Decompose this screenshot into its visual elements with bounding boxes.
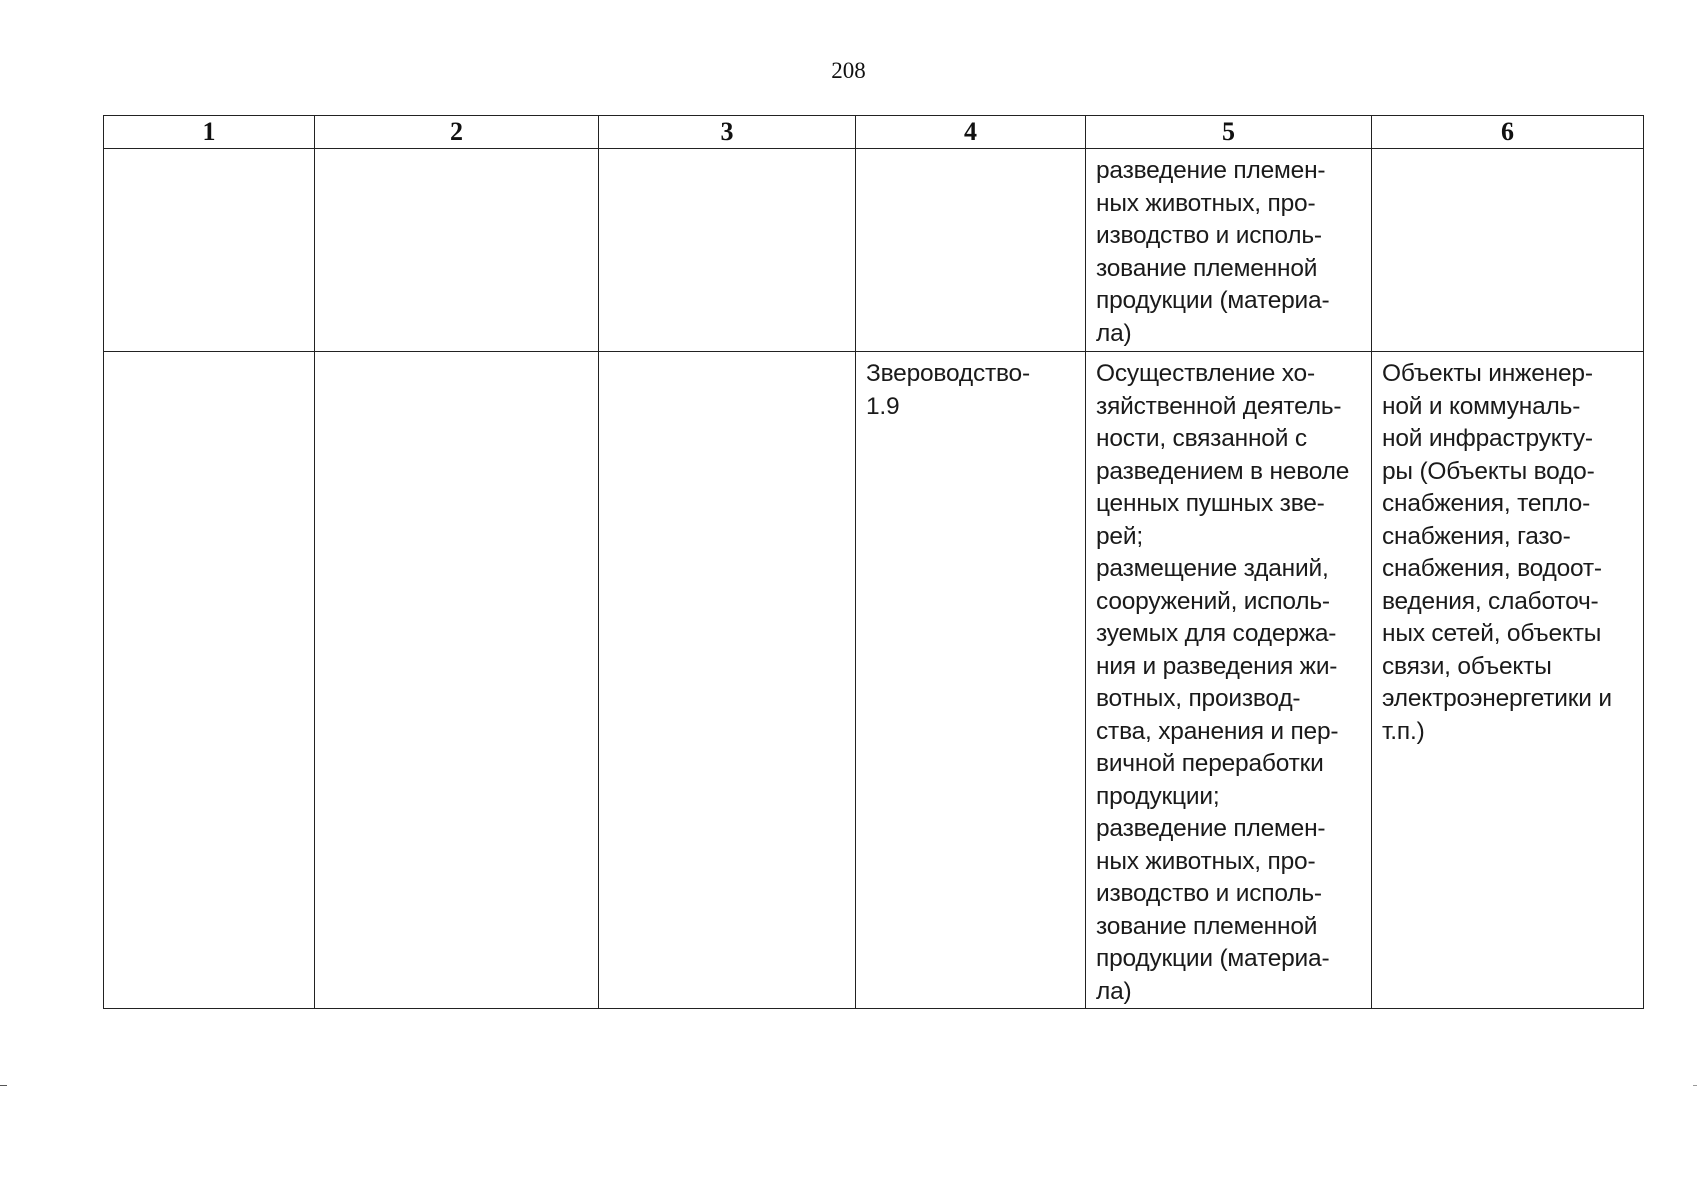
text-line: продукции (материа- (1096, 287, 1330, 314)
text-line: изводство и исполь- (1096, 222, 1322, 249)
text-line: ры (Объекты водо- (1382, 457, 1595, 485)
text-line: разведением в неволе (1096, 457, 1350, 485)
land-use-description-text (1086, 352, 1371, 1008)
text-line: рей; (1096, 522, 1143, 550)
cell-r2-c1 (104, 352, 315, 1009)
text-line: ведения, слаботоч- (1382, 587, 1599, 615)
header-col-6: 6 (1372, 116, 1644, 149)
cell-r2-c3 (599, 352, 856, 1009)
table-header-row (104, 116, 1644, 149)
cell-r2-c5 (1086, 352, 1372, 1009)
land-use-type-text (856, 352, 1085, 423)
text-line: продукции; (1096, 782, 1220, 810)
cell-r1-c3 (599, 149, 856, 352)
text-line: Объекты инженер- (1382, 360, 1593, 387)
text-line: изводство и исполь- (1096, 880, 1322, 907)
text-line: связи, объекты (1382, 652, 1552, 680)
infrastructure-objects-text (1372, 352, 1643, 748)
text-line: сооружений, исполь- (1096, 587, 1330, 615)
table-row (104, 149, 1644, 352)
header-col-4: 4 (856, 116, 1086, 149)
cell-r1-c2 (315, 149, 599, 352)
text-line: зуемых для содержа- (1096, 620, 1337, 647)
cell-r2-c4 (856, 352, 1086, 1009)
text-line: разведение племен- (1096, 157, 1326, 184)
text-line: ных сетей, объекты (1382, 620, 1602, 647)
text-line: ных животных, про- (1096, 189, 1316, 217)
text-line: электроэнергетики и (1382, 685, 1612, 712)
cell-r1-c5 (1086, 149, 1372, 352)
text-line: ности, связанной с (1096, 425, 1307, 452)
text-line: т.п.) (1382, 717, 1425, 745)
text-line: Звероводство- (866, 360, 1030, 387)
cell-r2-c2 (315, 352, 599, 1009)
zoning-table (103, 115, 1644, 1009)
text-line: ния и разведения жи- (1096, 652, 1338, 680)
header-col-1: 1 (104, 116, 315, 149)
text-line: ла) (1096, 319, 1132, 347)
cell-r2-c6 (1372, 352, 1644, 1009)
scan-edge-mark (1693, 1085, 1697, 1086)
breeding-continuation-text (1086, 149, 1371, 350)
cell-r1-c1 (104, 149, 315, 352)
text-line: ной и коммуналь- (1382, 392, 1581, 420)
header-col-5: 5 (1086, 116, 1372, 149)
text-line: 1.9 (866, 392, 900, 420)
text-line: Осуществление хо- (1096, 360, 1315, 387)
header-col-3: 3 (599, 116, 856, 149)
text-line: размещение зданий, (1096, 555, 1329, 582)
text-line: снабжения, газо- (1382, 522, 1571, 550)
header-col-2: 2 (315, 116, 599, 149)
cell-r1-c4 (856, 149, 1086, 352)
cell-r1-c6 (1372, 149, 1644, 352)
text-line: снабжения, водоот- (1382, 555, 1602, 582)
text-line: вотных, производ- (1096, 685, 1301, 712)
text-line: вичной переработки (1096, 750, 1324, 777)
table-row (104, 352, 1644, 1009)
text-line: зование племенной (1096, 254, 1318, 282)
text-line: зяйственной деятель- (1096, 392, 1342, 420)
text-line: ства, хранения и пер- (1096, 717, 1339, 745)
text-line: зование племенной (1096, 912, 1318, 940)
scan-edge-mark (0, 1085, 7, 1086)
text-line: разведение племен- (1096, 815, 1326, 842)
text-line: ной инфраструкту- (1382, 425, 1593, 452)
text-line: ных животных, про- (1096, 847, 1316, 875)
text-line: снабжения, тепло- (1382, 490, 1591, 517)
text-line: продукции (материа- (1096, 945, 1330, 972)
page-number: 208 (831, 58, 866, 83)
text-line: ценных пушных зве- (1096, 490, 1325, 517)
text-line: ла) (1096, 977, 1132, 1005)
